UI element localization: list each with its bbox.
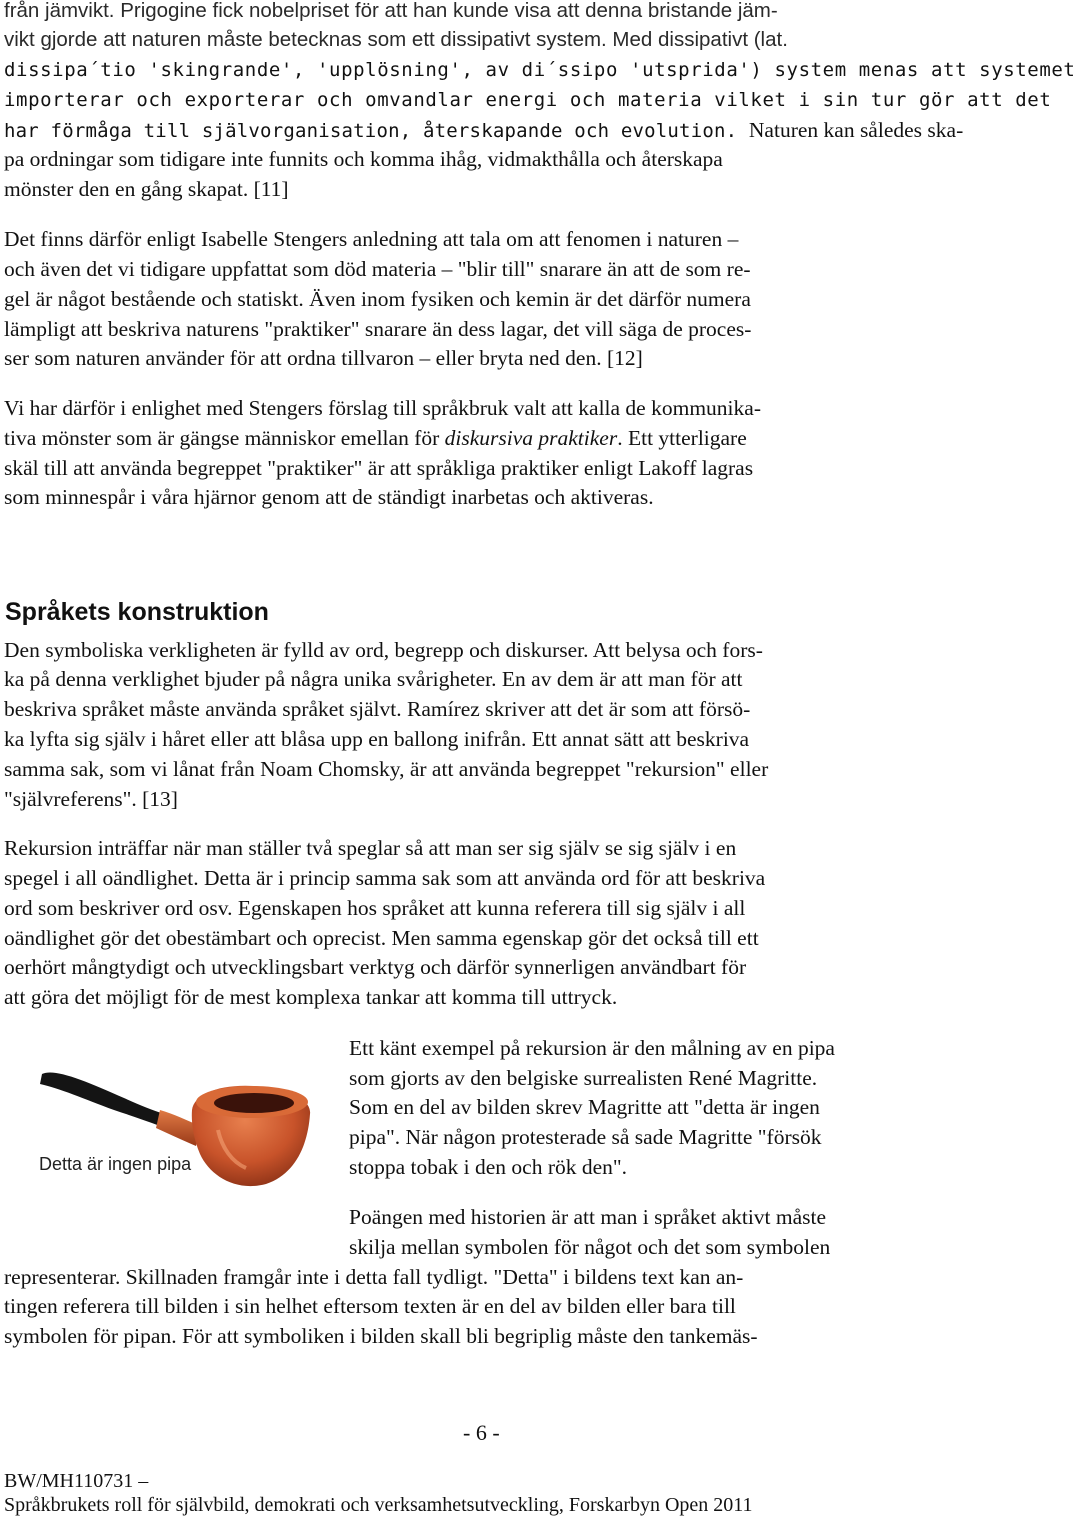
text-line: stoppa tobak i den och rök den".	[349, 1155, 628, 1179]
text-fragment: Naturen kan således ska-	[748, 118, 964, 142]
text-line: att göra det möjligt för de mest komplexa tankar att komma till uttryck.	[4, 985, 618, 1009]
text-line: skäl till att använda begreppet "praktiker" är att språkliga praktiker enligt Lakoff lagras	[4, 456, 754, 480]
text-line: Vi har därför i enlighet med Stengers förslag till språkbruk valt att kalla de kommunika-	[4, 396, 761, 420]
text-line: representerar. Skillnaden framgår inte i detta fall tydligt. "Detta" i bildens text kan an-	[4, 1265, 744, 1289]
text-line	[4, 115, 963, 145]
text-line: Som en del av bilden skrev Magritte att "detta är ingen	[349, 1095, 820, 1119]
section-heading: Språkets konstruktion	[5, 598, 269, 626]
text-line: som gjorts av den belgiske surrealisten René Magritte.	[349, 1066, 818, 1090]
text-line: dissipa´tio 'skingrande', 'upplösning', av di´ssipo 'utsprida') system menas att systemet	[4, 59, 1075, 81]
text-line: Ett känt exempel på rekursion är den målning av en pipa	[349, 1036, 835, 1060]
text-line: vikt gjorde att naturen måste betecknas som ett dissipativt system. Med dissipativt (lat.	[4, 28, 788, 51]
text-line: lämpligt att beskriva naturens "praktiker" snarare än dess lagar, det vill säga de proces-	[4, 317, 752, 341]
text-line: beskriva språket måste använda språket självt. Ramírez skriver att det är som att försö-	[4, 697, 751, 721]
text-line: ka på denna verklighet bjuder på några unika svårigheter. En av dem är att man för att	[4, 667, 743, 691]
text-line: tingen referera till bilden i sin helhet eftersom texten är en del av bilden eller bara till	[4, 1294, 736, 1318]
pipe-image	[14, 1044, 320, 1196]
pipe-opening	[214, 1093, 294, 1113]
text-line: ka lyfta sig själv i håret eller att blåsa upp en ballong inifrån. Ett annat sätt att beskriva	[4, 727, 750, 751]
text-line: importerar och exporterar och omvandlar energi och materia vilket i sin tur gör att det	[4, 89, 1052, 111]
text-line: oändlighet gör det obestämbart och oprecist. Men samma egenskap gör det också till ett	[4, 926, 759, 950]
text-line: från jämvikt. Prigogine fick nobelpriset för att han kunde visa att denna bristande jäm-	[4, 0, 778, 22]
text-line: mönster den en gång skapat. [11]	[4, 177, 289, 201]
text-line: Poängen med historien är att man i språket aktivt måste	[349, 1205, 827, 1229]
text-fragment: . Ett ytterligare	[617, 426, 747, 450]
text-line: skilja mellan symbolen för något och det som symbolen	[349, 1235, 831, 1259]
page-number: - 6 -	[463, 1420, 500, 1445]
text-line: pipa". När någon protesterade så sade Magritte "försök	[349, 1125, 822, 1149]
text-line: "självreferens". [13]	[4, 787, 178, 811]
text-line	[4, 423, 747, 453]
pipe-stem	[40, 1072, 164, 1126]
text-line: ord som beskriver ord osv. Egenskapen hos språket att kunna referera till sig själv i all	[4, 896, 746, 920]
text-fragment: har förmåga till självorganisation, återskapande och evolution.	[4, 120, 738, 142]
text-line: spegel i all oändlighet. Detta är i princip samma sak som att använda ord för att beskriva	[4, 866, 766, 890]
text-line: ser som naturen använder för att ordna tillvaron – eller bryta ned den. [12]	[4, 346, 643, 370]
footer-title: Språkbrukets roll för självbild, demokrati och verksamhetsutveckling, Forskarbyn Open 2011	[4, 1494, 753, 1516]
image-caption: Detta är ingen pipa	[39, 1154, 192, 1174]
text-line: Rekursion inträffar när man ställer två speglar så att man ser sig själv se sig själv i en	[4, 836, 737, 860]
text-line: pa ordningar som tidigare inte funnits och komma ihåg, vidmakthålla och återskapa	[4, 147, 723, 171]
emphasis-text: diskursiva praktiker	[444, 426, 618, 450]
text-line: symbolen för pipan. För att symboliken i bilden skall bli begriplig måste den tankemäs-	[4, 1324, 758, 1348]
text-line: gel är något bestående och statiskt. Även inom fysiken och kemin är det därför numera	[4, 287, 751, 311]
text-line: och även det vi tidigare uppfattat som död materia – "blir till" snarare än att de som re-	[4, 257, 751, 281]
text-line: Det finns därför enligt Isabelle Stengers anledning att tala om att fenomen i naturen –	[4, 227, 739, 251]
text-line: oerhört mångtydigt och utvecklingsbart verktyg och därför synnerligen användbart för	[4, 955, 747, 979]
text-fragment: tiva mönster som är gängse människor emellan för	[4, 426, 445, 450]
footer-code: BW/MH110731 –	[4, 1470, 149, 1492]
text-line: som minnespår i våra hjärnor genom att de ständigt inarbetas och aktiveras.	[4, 485, 654, 509]
text-line: samma sak, som vi lånat från Noam Chomsky, är att använda begreppet "rekursion" eller	[4, 757, 769, 781]
text-line: Den symboliska verkligheten är fylld av ord, begrepp och diskurser. Att belysa och fors-	[4, 638, 763, 662]
